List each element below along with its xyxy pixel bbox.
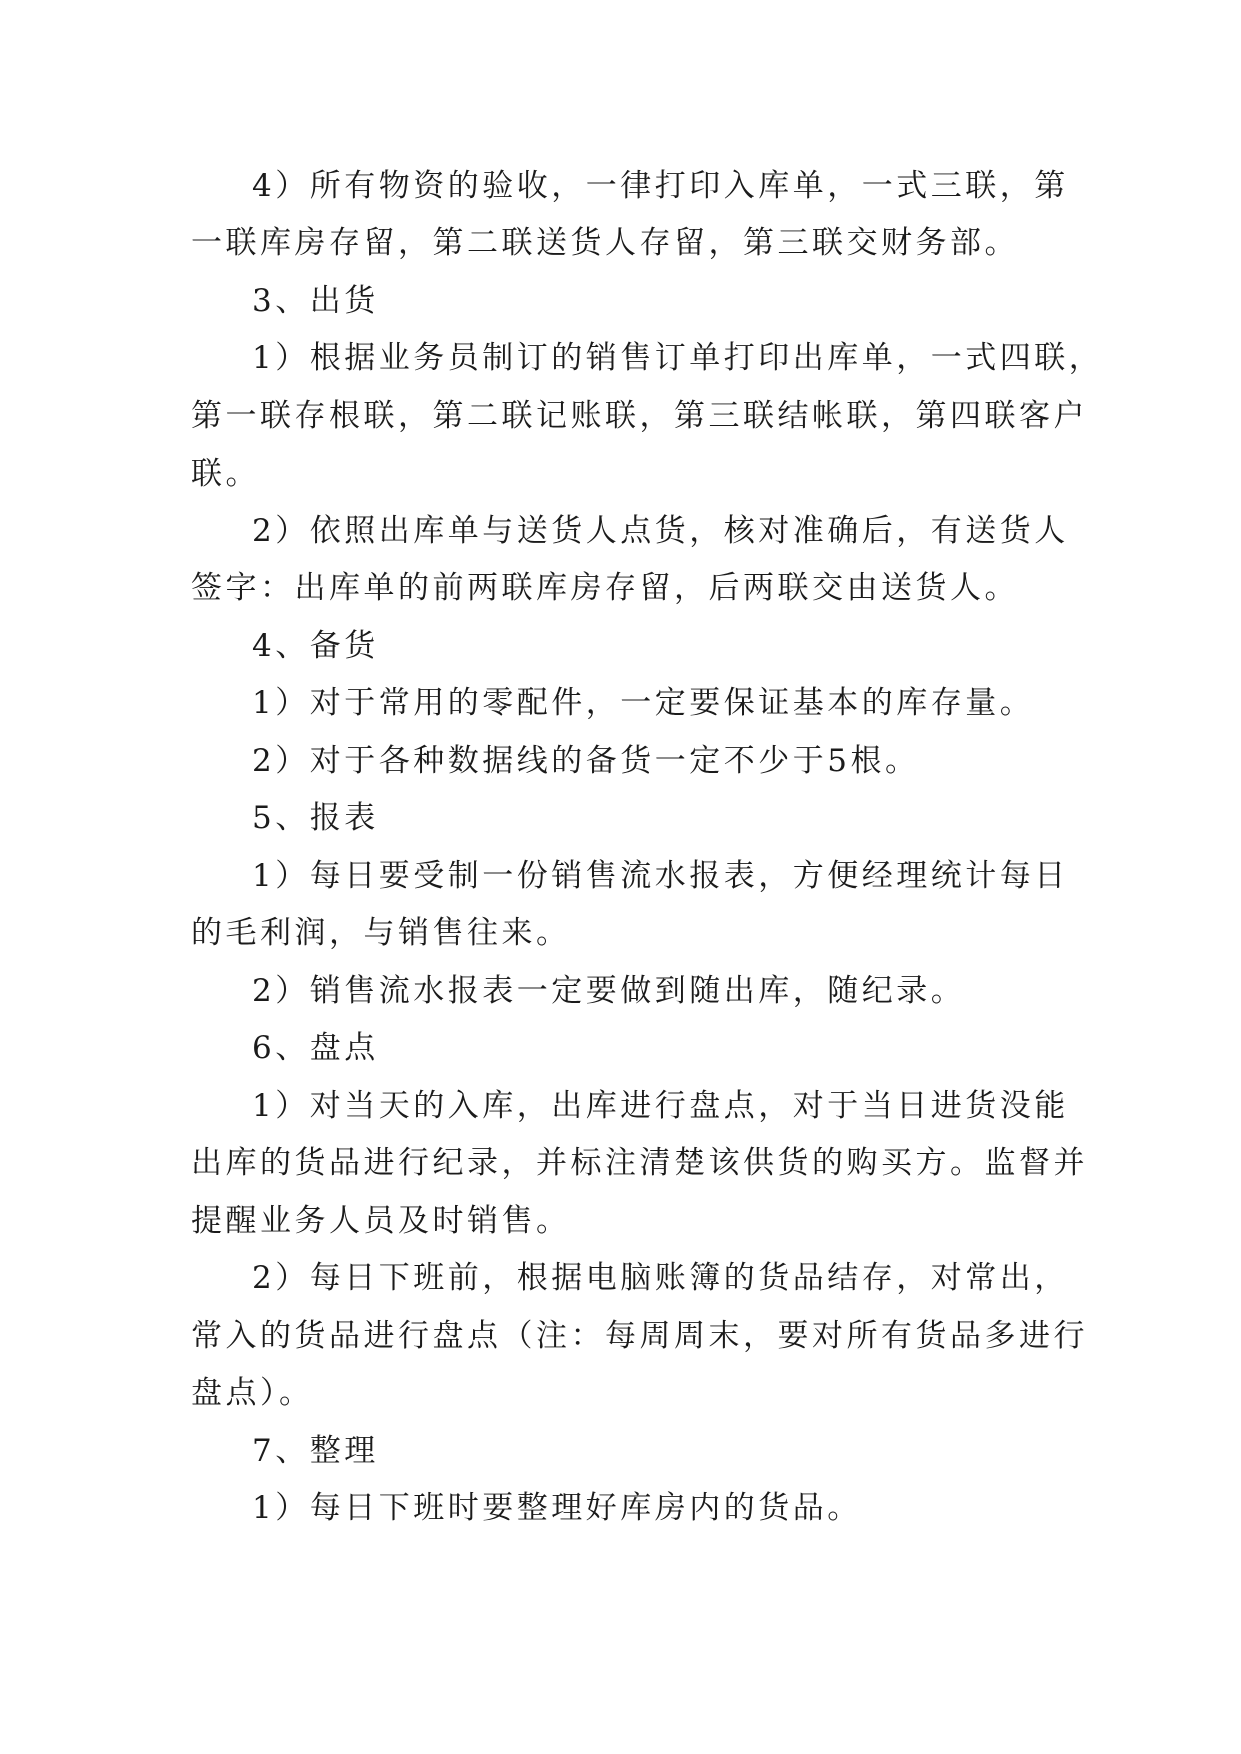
- section-heading: 4、备货: [252, 628, 379, 664]
- text-line: 1）每日要受制一份销售流水报表，方便经理统计每日: [252, 858, 1069, 894]
- text-line: 1）对于常用的零配件，一定要保证基本的库存量。: [252, 685, 1035, 721]
- text-line: 2）对于各种数据线的备货一定不少于5根。: [252, 743, 920, 779]
- text-line: 4）所有物资的验收，一律打印入库单，一式三联，第: [252, 168, 1069, 204]
- text-line: 一联库房存留，第二联送货人存留，第三联交财务部。: [191, 225, 1019, 261]
- section-heading: 6、盘点: [252, 1030, 379, 1066]
- section-heading: 3、出货: [252, 283, 379, 319]
- text-line: 2）依照出库单与送货人点货，核对准确后，有送货人: [252, 513, 1069, 549]
- text-line: 提醒业务人员及时销售。: [191, 1203, 571, 1239]
- text-line: 的毛利润，与销售往来。: [191, 915, 571, 951]
- text-line: 常入的货品进行盘点（注：每周周末，要对所有货品多进行: [191, 1318, 1088, 1354]
- section-heading: 5、报表: [252, 800, 379, 836]
- text-line: 2）每日下班前，根据电脑账簿的货品结存，对常出，: [252, 1260, 1069, 1296]
- text-line: 出库的货品进行纪录，并标注清楚该供货的购买方。监督并: [191, 1145, 1088, 1181]
- text-line: 盘点）。: [191, 1375, 314, 1411]
- text-line: 第一联存根联，第二联记账联，第三联结帐联，第四联客户: [191, 398, 1088, 434]
- text-line: 1）每日下班时要整理好库房内的货品。: [252, 1490, 862, 1526]
- text-line: 联。: [191, 456, 260, 492]
- text-line: 签字：出库单的前两联库房存留，后两联交由送货人。: [191, 570, 1019, 606]
- text-line: 1）根据业务员制订的销售订单打印出库单，一式四联，: [252, 340, 1104, 376]
- text-line: 1）对当天的入库，出库进行盘点，对于当日进货没能: [252, 1088, 1069, 1124]
- text-line: 2）销售流水报表一定要做到随出库，随纪录。: [252, 973, 966, 1009]
- section-heading: 7、整理: [252, 1433, 379, 1469]
